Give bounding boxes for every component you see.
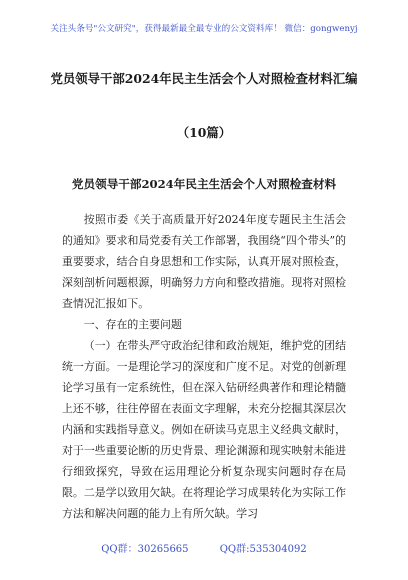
footer	[0, 540, 408, 555]
intro-paragraph: 按照市委《关于高质量开好2024年度专题民主生活会的通知》要求和局党委有关工作部署，我围绕“四个带头”的重要要求，结合自身思想和工作实际，认真开展对照检查，深刻剖析问题根源，明确努力方向和整改措施。现将对照检查情况汇报如下。	[62, 213, 346, 310]
article-count: （10篇）	[176, 125, 232, 140]
item-paragraph: （一）在带头严守政治纪律和政治规矩，维护党的团结统一方面。一是理论学习的深度和广度不足。对党的创新理论学习虽有一定系统性，但在深入钻研经典著作和理论精髓上还不够，往往停留在表面文字理解，未充分挖掘其深层次内涵和实践指导意义。例如在研读马克思主义经典文献时，对于一些重要论断的历史背景、理论渊源和现实映射未能进行细致探究，导致在运用理论分析复杂现实问题时存在局限。二是学以致用欠缺。在将理论学习成果转化为实际工作方法和解决问题的能力上有所欠缺。学习	[62, 339, 346, 520]
footer-qq-right: QQ群:535304092	[219, 544, 307, 555]
article-title: 党员领导干部2024年民主生活会个人对照检查材料	[71, 177, 337, 191]
section-heading: 一、存在的主要问题	[83, 318, 182, 331]
header-banner: 关注头条号"公文研究"，获得最新最全最专业的公文资料库！ 微信：gongwenyj	[50, 24, 358, 34]
document-title: 党员领导干部2024年民主生活会个人对照检查材料汇编	[50, 71, 358, 86]
article-body	[62, 209, 346, 524]
footer-qq-left: QQ群：30265665	[101, 544, 189, 555]
